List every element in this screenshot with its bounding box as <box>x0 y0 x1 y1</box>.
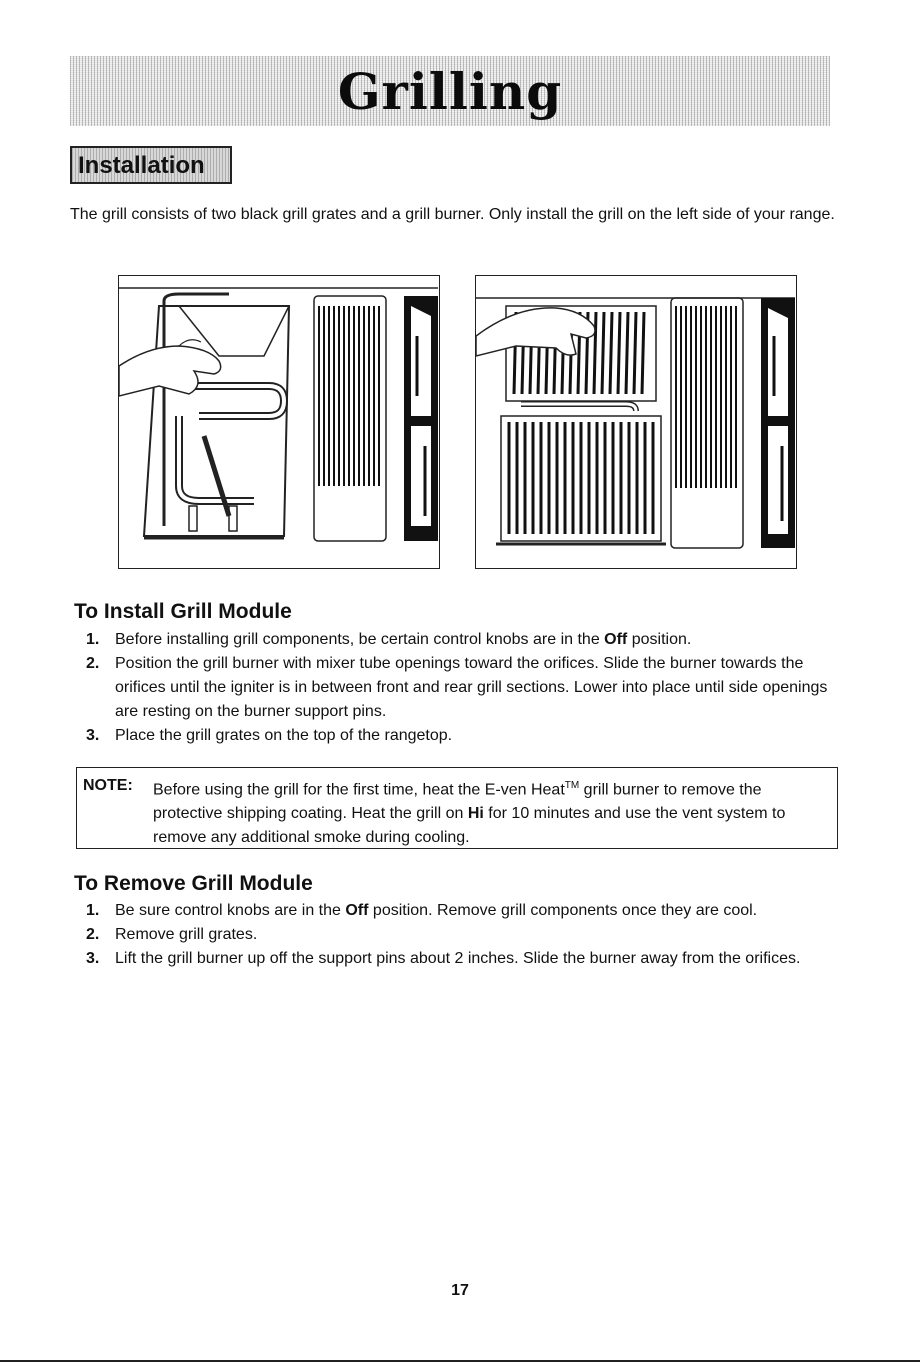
step-number: 2. <box>86 655 100 672</box>
list-item: 3. Lift the grill burner up off the support pins about 2 inches. Slide the burner away from the orifices. <box>74 947 844 971</box>
list-item: 3. Place the grill grates on the top of the rangetop. <box>74 724 844 748</box>
list-item: 1. Be sure control knobs are in the Off position. Remove grill components once they are cool. <box>74 899 844 923</box>
list-item: 2. Position the grill burner with mixer tube openings toward the orifices. Slide the burner towards the orifices until the igniter is in between front and rear grill sections. Lower into place until side openings are resting on the burner support pins. <box>74 652 844 724</box>
figure-install-burner <box>118 275 440 569</box>
grates-illustration <box>476 276 795 567</box>
step-number: 1. <box>86 902 100 919</box>
title-banner <box>70 56 830 126</box>
note-text: Before using the grill for the first time, heat the E-ven Heat™ grill burner to remove the protective shipping coating. Heat the grill on Hi for 10 minutes and use the vent system to remove any additional smoke during cooling. <box>153 780 786 847</box>
remove-heading: To Remove Grill Module <box>74 872 313 895</box>
step-number: 2. <box>86 926 100 943</box>
remove-steps-list <box>74 899 844 971</box>
step-number: 3. <box>86 727 100 744</box>
page-number: 17 <box>451 1282 469 1299</box>
section-title: Installation <box>78 152 205 179</box>
install-steps-list <box>74 628 844 748</box>
burner-illustration <box>119 276 438 567</box>
note-box <box>76 767 838 849</box>
bottom-rule <box>0 1360 920 1362</box>
intro-paragraph: The grill consists of two black grill grates and a grill burner. Only install the grill on the left side of your range. <box>70 206 835 223</box>
page-title: Grilling <box>337 62 563 121</box>
figure-place-grates <box>475 275 797 569</box>
step-number: 3. <box>86 950 100 967</box>
note-label: NOTE: <box>83 777 133 794</box>
section-label-box <box>70 146 232 184</box>
list-item: 1. Before installing grill components, be certain control knobs are in the Off position. <box>74 628 844 652</box>
step-number: 1. <box>86 631 100 648</box>
list-item: 2. Remove grill grates. <box>74 923 844 947</box>
install-heading: To Install Grill Module <box>74 600 292 623</box>
